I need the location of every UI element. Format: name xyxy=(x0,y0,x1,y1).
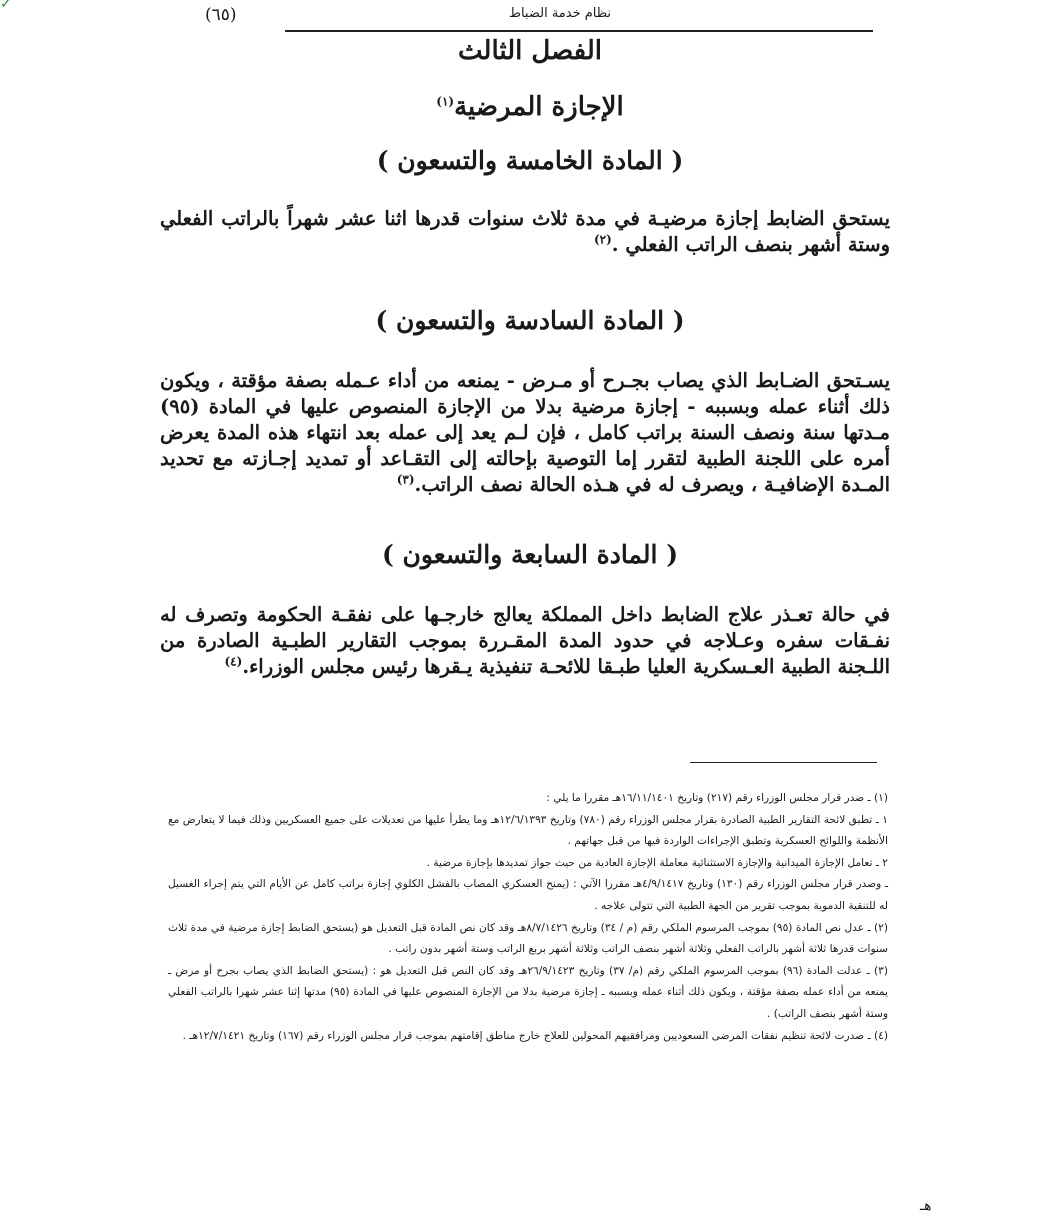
subject-title xyxy=(360,92,700,122)
header-divider xyxy=(285,30,873,32)
article-text: يستحق الضابط إجازة مرضيـة في مدة ثلاث سنوات قدرها اثنا عشر شهراً بالراتب الفعلي وستة أشهر بنصف الراتب الفعلي . xyxy=(160,207,890,256)
running-header-title: نظام خدمة الضباط xyxy=(508,6,612,21)
bottom-mark: هـ xyxy=(920,1198,932,1214)
footnote-2: (٢) ـ عدل نص المادة (٩٥) بموجب المرسوم الملكي رقم (م / ٣٤) وتاريخ ٨/٧/١٤٢٦هـ وقد كان نص المادة قبل التعديل هو (يستحق الضابط إجازة مرضية في مدة ثلاث سنوات قدرها ثلاثة أشهر بالراتب الفعلي وثلاثة أشهر بنصف الراتب وثلاثة أشهر بربع الراتب وستة أشهر بدون راتب . xyxy=(168,921,888,956)
chapter-title: الفصل الثالث xyxy=(458,36,602,66)
footnote-3: (٣) ـ عدلت المادة (٩٦) بموجب المرسوم الملكي رقم (م/ ٣٧) وتاريخ ٢٦/٩/١٤٢٣هـ وقد كان النص قبل التعديل هو : (يستحق الضابط الذي يصاب بجرح أو مرض ـ يمنعه من أداء عمله بصفة مؤقتة ، ويكون ذلك أثناء عمله وبسببه ـ إجازة مرضية بدلا من الإجازة المنصوص عليها في المادة (٩٥) مدتها إثنا عشر شهرا بالراتب الفعلي وستة أشهر بنصف الراتب) . xyxy=(168,964,888,1020)
subject-title-text: الإجازة المرضية xyxy=(454,92,624,122)
article-97-title: ( المادة السابعة والتسعون ) xyxy=(381,540,679,569)
footnote-divider xyxy=(690,762,877,763)
footnote-1-item-2: ٢ ـ تعامل الإجازة الميدانية والإجازة الاستثنائية معاملة الإجازة العادية من حيث جواز تمديدها بإجازة مرضية . xyxy=(426,856,888,869)
footnote-1: (١) ـ صدر قرار مجلس الوزراء رقم (٢١٧) وتاريخ ١٦/١١/١٤٠١هـ مقررا ما يلي : xyxy=(546,792,888,804)
footnote-ref: (١) xyxy=(436,94,455,109)
footnote-1-decision: ـ وصدر قرار مجلس الوزراء رقم (١٣٠) وتاريخ ٤/٩/١٤١٧هـ مقررا الآتي : (يمنح العسكري المصاب بالفشل الكلوي إجازة براتب كامل عن الأيام التي يتم إجراء الغسيل له للتنقية الدموية بموجب تقرير من الجهة الطبية التي تتولى علاجه . xyxy=(168,878,888,912)
article-96-text xyxy=(160,368,890,498)
footnote-1-item-1: ١ ـ تطبق لائحة التقارير الطبية الصادرة بقرار مجلس الوزراء رقم (٧٨٠) وتاريخ ١٢/٦/١٣٩٣هـ وما يطرأ عليها من تعديلات على جميع العسكريين وذلك فيما لا يتعارض مع الأنظمة واللوائح العسكرية وتطبق الإجراءات الواردة فيها من قبل جهاتهم . xyxy=(168,813,888,848)
footnote-ref: (٣) xyxy=(396,472,415,487)
footnote-ref: (٤) xyxy=(224,654,243,669)
article-95-title: ( المادة الخامسة والتسعون ) xyxy=(376,146,684,175)
article-96-title: ( المادة السادسة والتسعون ) xyxy=(375,306,685,335)
footnote-4: (٤) ـ صدرت لائحة تنظيم نفقات المرضى السعوديين ومرافقيهم المحولين للعلاج خارج مناطق إقامتهم بموجب قرار مجلس الوزراء رقم (١٦٧) وتاريخ ١٢/٧/١٤٢١هـ . xyxy=(182,1029,888,1042)
green-check-mark-icon: ✓ xyxy=(0,0,12,12)
page-number: (٦٥) xyxy=(205,5,237,25)
article-97-text xyxy=(160,602,890,680)
footnote-ref: (٢) xyxy=(593,232,612,247)
article-text: يسـتحق الضـابط الذي يصاب بجـرح أو مـرض - يمنعه من أداء عـمله بصفة مؤقتة ، ويكون ذلك أثناء عمله وبسببه - إجازة مرضية بدلا من الإجازة المنصوص عليها في المادة (٩٥) مـدتها سنة ونصف السنة براتب كامل ، فإن لـم يعد إلى عمله بعد انتهاء هذه المدة يعرض أمره على اللجنة الطبية لتقرر إما التوصية بإحالته إلى التقـاعد أو تمديد إجـازته مع تحديد المـدة الإضافيـة ، ويصرف له في هـذه الحالة نصف الراتب. xyxy=(160,369,890,496)
article-text: في حالة تعـذر علاج الضابط داخل المملكة يعالج خارجـها على نفقـة الحكومة وتصرف له نفـقات سفره وعـلاجه في حدود المدة المقـررة بموجب التقارير الطبـية الصادرة من اللـجنة الطبية العـسكرية العليا طبـقا للائحـة تنفيذية يـقرها رئيس مجلس الوزراء. xyxy=(160,603,890,678)
footnotes xyxy=(168,788,888,1047)
article-95-text xyxy=(160,206,890,258)
